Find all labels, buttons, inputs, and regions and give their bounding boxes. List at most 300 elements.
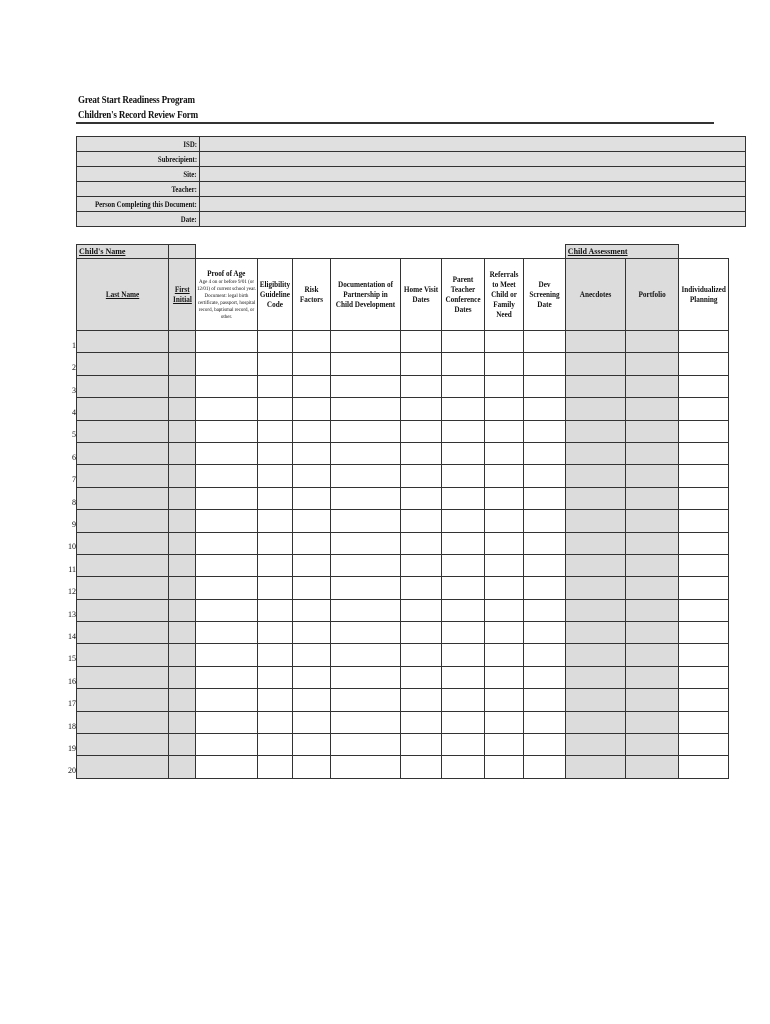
record-cell[interactable] xyxy=(625,577,678,599)
record-cell[interactable] xyxy=(678,465,728,487)
record-cell[interactable] xyxy=(258,711,293,733)
record-cell[interactable] xyxy=(678,689,728,711)
record-cell[interactable] xyxy=(484,734,523,756)
record-cell[interactable] xyxy=(625,599,678,621)
record-cell[interactable] xyxy=(400,666,441,688)
proof-of-age-title: Proof of Age xyxy=(207,268,246,278)
record-cell[interactable] xyxy=(625,756,678,778)
record-cell[interactable] xyxy=(441,622,484,644)
record-cell[interactable] xyxy=(77,577,169,599)
record-cell[interactable] xyxy=(400,353,441,375)
record-cell[interactable] xyxy=(169,353,196,375)
record-cell[interactable] xyxy=(196,756,258,778)
record-cell[interactable] xyxy=(292,554,330,576)
record-cell[interactable] xyxy=(400,599,441,621)
table-row xyxy=(77,644,729,666)
record-cell[interactable] xyxy=(330,599,400,621)
record-cell[interactable] xyxy=(441,644,484,666)
table-row xyxy=(77,465,729,487)
record-cell[interactable] xyxy=(565,375,625,397)
record-cell[interactable] xyxy=(565,353,625,375)
record-cell[interactable] xyxy=(678,532,728,554)
row-number: 8 xyxy=(72,497,76,507)
record-cell[interactable] xyxy=(678,554,728,576)
info-value-field[interactable] xyxy=(199,167,745,182)
record-cell[interactable] xyxy=(196,599,258,621)
record-cell[interactable] xyxy=(292,510,330,532)
record-cell[interactable] xyxy=(441,420,484,442)
record-cell[interactable] xyxy=(678,599,728,621)
record-cell[interactable] xyxy=(330,689,400,711)
record-cell[interactable] xyxy=(625,510,678,532)
record-cell[interactable] xyxy=(292,398,330,420)
record-cell[interactable] xyxy=(523,532,565,554)
record-cell[interactable] xyxy=(523,711,565,733)
table-row xyxy=(77,487,729,509)
record-cell[interactable] xyxy=(77,554,169,576)
record-cell[interactable] xyxy=(258,353,293,375)
record-cell[interactable] xyxy=(441,442,484,464)
record-cell[interactable] xyxy=(400,756,441,778)
record-cell[interactable] xyxy=(678,420,728,442)
record-cell[interactable] xyxy=(77,734,169,756)
record-cell[interactable] xyxy=(330,711,400,733)
record-cell[interactable] xyxy=(330,331,400,353)
record-cell[interactable] xyxy=(330,420,400,442)
record-cell[interactable] xyxy=(441,689,484,711)
record-cell[interactable] xyxy=(523,353,565,375)
record-cell[interactable] xyxy=(678,487,728,509)
record-cell[interactable] xyxy=(678,644,728,666)
record-cell[interactable] xyxy=(441,398,484,420)
record-cell[interactable] xyxy=(330,532,400,554)
anecdotes-label: Anecdotes xyxy=(579,289,612,299)
record-cell[interactable] xyxy=(258,375,293,397)
record-cell[interactable] xyxy=(484,622,523,644)
table-row xyxy=(77,577,729,599)
record-cell[interactable] xyxy=(258,398,293,420)
record-cell[interactable] xyxy=(292,599,330,621)
record-cell[interactable] xyxy=(169,465,196,487)
record-cell[interactable] xyxy=(330,375,400,397)
record-cell[interactable] xyxy=(196,689,258,711)
record-cell[interactable] xyxy=(625,331,678,353)
record-cell[interactable] xyxy=(625,465,678,487)
record-cell[interactable] xyxy=(330,577,400,599)
record-cell[interactable] xyxy=(169,756,196,778)
record-cell[interactable] xyxy=(523,442,565,464)
record-cell[interactable] xyxy=(400,689,441,711)
initial-label: Initial xyxy=(172,294,192,304)
record-cell[interactable] xyxy=(196,666,258,688)
record-cell[interactable] xyxy=(196,554,258,576)
record-cell[interactable] xyxy=(523,487,565,509)
info-label xyxy=(77,152,200,167)
record-cell[interactable] xyxy=(292,420,330,442)
row-number: 19 xyxy=(68,743,76,753)
record-cell[interactable] xyxy=(258,599,293,621)
col-individualized xyxy=(678,259,728,331)
record-cell[interactable] xyxy=(77,599,169,621)
record-cell[interactable] xyxy=(625,375,678,397)
table-row xyxy=(77,734,729,756)
record-cell[interactable] xyxy=(523,756,565,778)
record-cell[interactable] xyxy=(196,331,258,353)
record-cell[interactable] xyxy=(292,577,330,599)
record-cell[interactable] xyxy=(484,353,523,375)
record-cell[interactable] xyxy=(258,510,293,532)
info-value-field[interactable] xyxy=(199,212,745,227)
record-cell[interactable] xyxy=(678,353,728,375)
record-cell[interactable] xyxy=(565,331,625,353)
record-cell[interactable] xyxy=(77,622,169,644)
record-cell[interactable] xyxy=(330,487,400,509)
record-cell[interactable] xyxy=(441,510,484,532)
record-cell[interactable] xyxy=(330,442,400,464)
record-cell[interactable] xyxy=(400,465,441,487)
record-cell[interactable] xyxy=(292,711,330,733)
record-cell[interactable] xyxy=(258,756,293,778)
record-cell[interactable] xyxy=(625,622,678,644)
dev-screening-label: Dev Screening Date xyxy=(529,279,560,309)
record-cell[interactable] xyxy=(292,375,330,397)
record-cell[interactable] xyxy=(484,554,523,576)
record-cell[interactable] xyxy=(169,375,196,397)
record-cell[interactable] xyxy=(400,577,441,599)
record-cell[interactable] xyxy=(77,689,169,711)
record-cell[interactable] xyxy=(484,398,523,420)
record-cell[interactable] xyxy=(484,331,523,353)
record-cell[interactable] xyxy=(77,420,169,442)
record-cell[interactable] xyxy=(523,666,565,688)
record-cell[interactable] xyxy=(258,644,293,666)
record-cell[interactable] xyxy=(169,599,196,621)
record-cell[interactable] xyxy=(330,666,400,688)
record-cell[interactable] xyxy=(523,622,565,644)
record-cell[interactable] xyxy=(169,622,196,644)
record-cell[interactable] xyxy=(678,398,728,420)
record-cell[interactable] xyxy=(523,644,565,666)
record-cell[interactable] xyxy=(625,689,678,711)
record-cell[interactable] xyxy=(441,734,484,756)
record-cell[interactable] xyxy=(441,711,484,733)
record-cell[interactable] xyxy=(441,331,484,353)
record-cell[interactable] xyxy=(77,465,169,487)
record-cell[interactable] xyxy=(484,442,523,464)
record-cell[interactable] xyxy=(196,622,258,644)
record-cell[interactable] xyxy=(196,532,258,554)
record-cell[interactable] xyxy=(565,666,625,688)
record-cell[interactable] xyxy=(484,666,523,688)
record-cell[interactable] xyxy=(523,577,565,599)
record-cell[interactable] xyxy=(441,375,484,397)
record-cell[interactable] xyxy=(77,487,169,509)
record-grid xyxy=(76,244,729,779)
record-cell[interactable] xyxy=(484,577,523,599)
record-cell[interactable] xyxy=(441,465,484,487)
record-cell[interactable] xyxy=(330,622,400,644)
record-cell[interactable] xyxy=(565,510,625,532)
record-cell[interactable] xyxy=(169,577,196,599)
record-cell[interactable] xyxy=(441,577,484,599)
record-cell[interactable] xyxy=(330,465,400,487)
row-number: 6 xyxy=(72,452,76,462)
record-cell[interactable] xyxy=(196,465,258,487)
record-cell[interactable] xyxy=(196,644,258,666)
record-cell[interactable] xyxy=(169,666,196,688)
record-cell[interactable] xyxy=(565,756,625,778)
row-number: 18 xyxy=(68,721,76,731)
record-cell[interactable] xyxy=(330,554,400,576)
record-cell[interactable] xyxy=(196,353,258,375)
record-cell[interactable] xyxy=(565,734,625,756)
record-cell[interactable] xyxy=(565,398,625,420)
record-cell[interactable] xyxy=(169,398,196,420)
row-number: 1 xyxy=(72,340,76,350)
record-cell[interactable] xyxy=(565,487,625,509)
record-cell[interactable] xyxy=(400,442,441,464)
record-cell[interactable] xyxy=(400,644,441,666)
info-row xyxy=(77,167,746,182)
record-cell[interactable] xyxy=(77,353,169,375)
record-cell[interactable] xyxy=(77,644,169,666)
record-cell[interactable] xyxy=(77,666,169,688)
record-cell[interactable] xyxy=(523,375,565,397)
record-cell[interactable] xyxy=(196,711,258,733)
record-cell[interactable] xyxy=(565,711,625,733)
record-cell[interactable] xyxy=(484,532,523,554)
record-cell[interactable] xyxy=(400,398,441,420)
record-cell[interactable] xyxy=(400,554,441,576)
record-cell[interactable] xyxy=(77,510,169,532)
record-cell[interactable] xyxy=(565,644,625,666)
table-row xyxy=(77,420,729,442)
info-value-field[interactable] xyxy=(199,197,745,212)
record-cell[interactable] xyxy=(625,734,678,756)
record-cell[interactable] xyxy=(484,487,523,509)
record-cell[interactable] xyxy=(484,375,523,397)
record-cell[interactable] xyxy=(523,689,565,711)
record-cell[interactable] xyxy=(169,734,196,756)
record-cell[interactable] xyxy=(330,734,400,756)
record-cell[interactable] xyxy=(258,532,293,554)
record-cell[interactable] xyxy=(625,532,678,554)
record-cell[interactable] xyxy=(441,554,484,576)
table-row xyxy=(77,375,729,397)
record-cell[interactable] xyxy=(77,756,169,778)
record-cell[interactable] xyxy=(258,420,293,442)
record-cell[interactable] xyxy=(330,353,400,375)
record-cell[interactable] xyxy=(565,554,625,576)
record-cell[interactable] xyxy=(678,756,728,778)
header-gap xyxy=(678,245,728,259)
record-cell[interactable] xyxy=(625,711,678,733)
record-cell[interactable] xyxy=(484,756,523,778)
record-cell[interactable] xyxy=(565,689,625,711)
record-cell[interactable] xyxy=(292,487,330,509)
record-cell[interactable] xyxy=(441,666,484,688)
record-cell[interactable] xyxy=(169,487,196,509)
record-cell[interactable] xyxy=(77,398,169,420)
record-cell[interactable] xyxy=(77,375,169,397)
record-cell[interactable] xyxy=(196,398,258,420)
record-cell[interactable] xyxy=(484,644,523,666)
record-cell[interactable] xyxy=(484,689,523,711)
record-cell[interactable] xyxy=(258,577,293,599)
record-cell[interactable] xyxy=(400,331,441,353)
record-cell[interactable] xyxy=(330,510,400,532)
record-cell[interactable] xyxy=(484,465,523,487)
record-cell[interactable] xyxy=(441,756,484,778)
record-cell[interactable] xyxy=(169,442,196,464)
record-cell[interactable] xyxy=(625,420,678,442)
record-cell[interactable] xyxy=(565,622,625,644)
record-cell[interactable] xyxy=(678,622,728,644)
info-value-field[interactable] xyxy=(199,182,745,197)
record-cell[interactable] xyxy=(292,734,330,756)
record-cell[interactable] xyxy=(523,398,565,420)
record-cell[interactable] xyxy=(169,532,196,554)
record-cell[interactable] xyxy=(258,734,293,756)
record-cell[interactable] xyxy=(625,554,678,576)
record-cell[interactable] xyxy=(400,510,441,532)
record-cell[interactable] xyxy=(169,420,196,442)
row-number: 4 xyxy=(72,408,76,418)
record-cell[interactable] xyxy=(565,577,625,599)
record-cell[interactable] xyxy=(258,465,293,487)
record-cell[interactable] xyxy=(625,487,678,509)
record-cell[interactable] xyxy=(565,465,625,487)
record-cell[interactable] xyxy=(523,734,565,756)
info-value-field[interactable] xyxy=(199,152,745,167)
record-cell[interactable] xyxy=(258,689,293,711)
record-cell[interactable] xyxy=(625,398,678,420)
proof-of-age-note: Age 4 on or before 9/01 (or 12/01) of current school year. Document: legal birth certificate, passport, hospital record, baptismal record, or other. xyxy=(197,279,257,320)
info-label-text: Site: xyxy=(183,169,197,179)
record-cell[interactable] xyxy=(169,711,196,733)
record-cell[interactable] xyxy=(77,331,169,353)
info-label-text: ISD: xyxy=(183,139,197,149)
record-cell[interactable] xyxy=(523,420,565,442)
record-cell[interactable] xyxy=(441,532,484,554)
record-cell[interactable] xyxy=(258,442,293,464)
col-anecdotes xyxy=(565,259,625,331)
record-cell[interactable] xyxy=(625,644,678,666)
record-cell[interactable] xyxy=(292,666,330,688)
record-cell[interactable] xyxy=(330,756,400,778)
record-cell[interactable] xyxy=(258,487,293,509)
record-cell[interactable] xyxy=(625,666,678,688)
record-cell[interactable] xyxy=(77,442,169,464)
record-cell[interactable] xyxy=(292,331,330,353)
record-cell[interactable] xyxy=(678,510,728,532)
record-cell[interactable] xyxy=(523,510,565,532)
record-cell[interactable] xyxy=(258,554,293,576)
info-label xyxy=(77,197,200,212)
record-cell[interactable] xyxy=(565,599,625,621)
record-cell[interactable] xyxy=(258,331,293,353)
record-cell[interactable] xyxy=(292,465,330,487)
info-row xyxy=(77,197,746,212)
record-cell[interactable] xyxy=(523,465,565,487)
record-cell[interactable] xyxy=(400,532,441,554)
record-cell[interactable] xyxy=(292,532,330,554)
record-cell[interactable] xyxy=(678,442,728,464)
record-cell[interactable] xyxy=(625,442,678,464)
record-cell[interactable] xyxy=(678,375,728,397)
row-number: 2 xyxy=(72,363,76,373)
record-cell[interactable] xyxy=(400,711,441,733)
record-cell[interactable] xyxy=(292,756,330,778)
record-cell[interactable] xyxy=(484,420,523,442)
record-cell[interactable] xyxy=(196,375,258,397)
record-cell[interactable] xyxy=(678,666,728,688)
info-value-field[interactable] xyxy=(199,137,745,152)
referrals-label: Referrals to Meet Child or Family Need xyxy=(489,269,519,319)
record-cell[interactable] xyxy=(441,353,484,375)
record-cell[interactable] xyxy=(196,420,258,442)
record-cell[interactable] xyxy=(196,510,258,532)
record-cell[interactable] xyxy=(292,353,330,375)
record-cell[interactable] xyxy=(523,554,565,576)
record-cell[interactable] xyxy=(678,331,728,353)
record-cell[interactable] xyxy=(330,644,400,666)
record-cell[interactable] xyxy=(330,398,400,420)
record-cell[interactable] xyxy=(400,734,441,756)
record-cell[interactable] xyxy=(169,331,196,353)
record-cell[interactable] xyxy=(196,577,258,599)
record-cell[interactable] xyxy=(484,510,523,532)
record-cell[interactable] xyxy=(196,487,258,509)
record-cell[interactable] xyxy=(400,622,441,644)
record-cell[interactable] xyxy=(441,487,484,509)
record-cell[interactable] xyxy=(400,420,441,442)
title-rule xyxy=(76,122,714,124)
record-cell[interactable] xyxy=(258,666,293,688)
record-cell[interactable] xyxy=(196,734,258,756)
record-cell[interactable] xyxy=(565,420,625,442)
record-cell[interactable] xyxy=(169,554,196,576)
eligibility-label: Eligibility Guideline Code xyxy=(259,279,291,309)
record-cell[interactable] xyxy=(292,644,330,666)
record-cell[interactable] xyxy=(292,442,330,464)
risk-factors-label: Risk Factors xyxy=(299,284,323,304)
record-cell[interactable] xyxy=(292,689,330,711)
record-cell[interactable] xyxy=(523,331,565,353)
record-cell[interactable] xyxy=(169,644,196,666)
record-cell[interactable] xyxy=(77,532,169,554)
record-cell[interactable] xyxy=(678,711,728,733)
record-cell[interactable] xyxy=(484,711,523,733)
record-cell[interactable] xyxy=(258,622,293,644)
record-cell[interactable] xyxy=(169,689,196,711)
record-cell[interactable] xyxy=(678,577,728,599)
record-cell[interactable] xyxy=(523,599,565,621)
record-cell[interactable] xyxy=(400,487,441,509)
record-cell[interactable] xyxy=(565,442,625,464)
record-cell[interactable] xyxy=(400,375,441,397)
info-row xyxy=(77,152,746,167)
record-cell[interactable] xyxy=(169,510,196,532)
record-cell[interactable] xyxy=(625,353,678,375)
record-cell[interactable] xyxy=(196,442,258,464)
record-cell[interactable] xyxy=(441,599,484,621)
record-cell[interactable] xyxy=(77,711,169,733)
record-cell[interactable] xyxy=(565,532,625,554)
record-cell[interactable] xyxy=(484,599,523,621)
record-cell[interactable] xyxy=(292,622,330,644)
record-cell[interactable] xyxy=(678,734,728,756)
